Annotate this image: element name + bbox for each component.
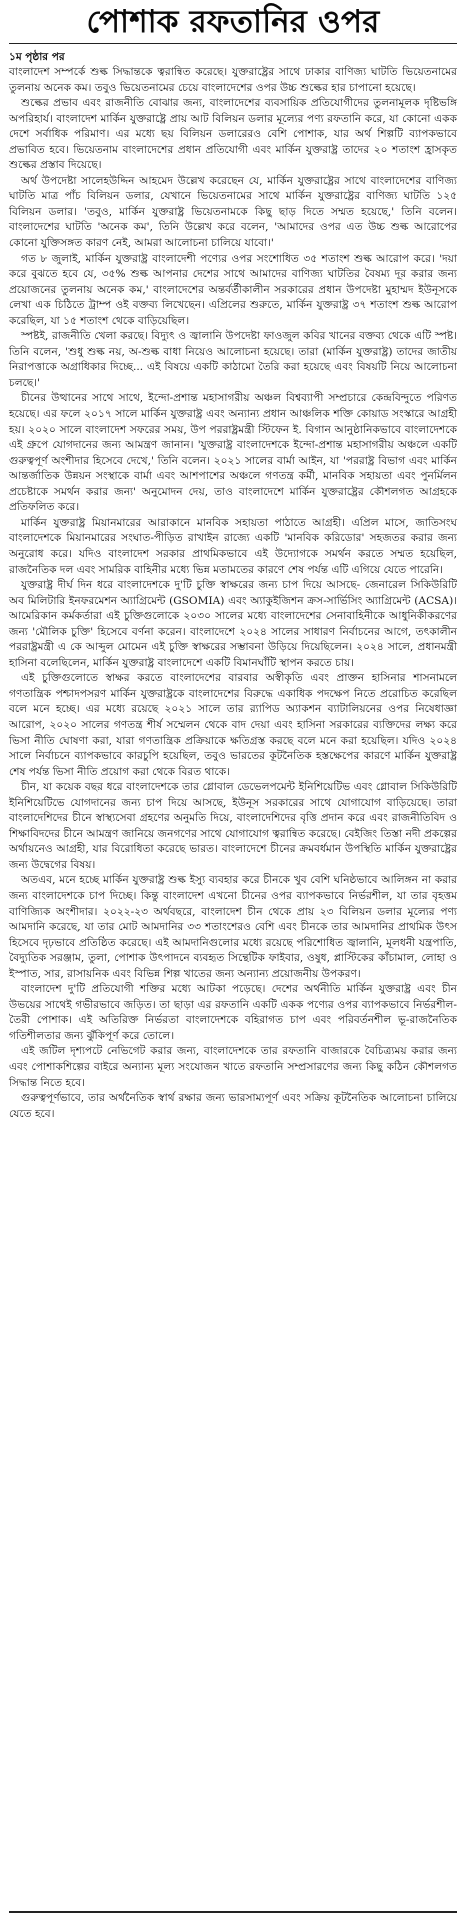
body-paragraph: চীনের উত্থানের সাথে সাথে, ইন্দো-প্রশান্ত মহাসাগরীয় অঞ্চল বিশ্বব্যাপী সম্প্রচারে কেন্দ্রবিন্দুতে পরিণত হয়েছে। এর ফলে ২০১৭ সালে মার্কিন যুক্তরাষ্ট্র এবং অন্যান্য প্রধান আঞ্চলিক শক্তি কোয়াড সংস্কারে আগ্রহী হয়। ২০২০ সালে বাংলাদেশ সফরের সময়, উপ পররাষ্ট্রমন্ত্রী স্টিফেন ই. বিগান আনুষ্ঠানিকভাবে বাংলাদেশকে এই গ্রুপে যোগদানের জন্য আমন্ত্রণ জানান। 'যুক্তরাষ্ট্র বাংলাদেশকে ইন্দো-প্রশান্ত মহাসাগরীয় অঞ্চলে একটি গুরুত্বপূর্ণ অংশীদার হিসেবে দেখে,' তিনি বলেন। ২০২১ সালের বার্মা আইন, যা 'পররাষ্ট্র বিভাগ এবং মার্কিন আন্তর্জাতিক উন্নয়ন সংস্থাকে বার্মা এবং আশপাশের অঞ্চলে গণতন্ত্র কর্মী, মানবিক সহায়তা এবং পুনর্মিলন প্রচেষ্টাকে সমর্থন করার জন্য' অনুমোদন দেয়, তাও বাংলাদেশে মার্কিন যুক্তরাষ্ট্রের কৌশলগত আগ্রহকে প্রতিফলিত করে।	[9, 392, 457, 514]
article-body	[9, 65, 457, 1122]
body-paragraph: অতএব, মনে হচ্ছে মার্কিন যুক্তরাষ্ট্র শুল্ক ইস্যু ব্যবহার করে চীনকে খুব বেশি ঘনিষ্ঠভাবে আলিঙ্গন না করার জন্য বাংলাদেশকে চাপ দিচ্ছে। কিন্তু বাংলাদেশ এখনো চীনের ওপর ব্যাপকভাবে নির্ভরশীল, যা তার বৃহত্তম বাণিজ্যিক অংশীদার। ২০২২-২৩ অর্থবছরে, বাংলাদেশ চীন থেকে প্রায় ২৩ বিলিয়ন ডলার মূল্যের পণ্য আমদানি করেছে, যা তার মোট আমদানির ৩৩ শতাংশেরও বেশি এবং চীনকে তার আমদানির প্রাথমিক উৎস হিসেবে দৃঢ়ভাবে প্রতিষ্ঠিত করেছে। এই আমদানিগুলোর মধ্যে রয়েছে পরিশোধিত জ্বালানি, মূলধনী যন্ত্রপাতি, বৈদ্যুতিক সরঞ্জাম, তুলা, পোশাক উৎপাদনে ব্যবহৃত সিন্থেটিক ফাইবার, ওষুধ, প্লাস্টিকের কাঁচামাল, লোহা ও ইস্পাত, সার, রাসায়নিক এবং বিভিন্ন শিল্প খাতের জন্য অন্যান্য প্রয়োজনীয় উপকরণ।	[9, 874, 457, 980]
body-paragraph: শুল্কের প্রভাব এবং রাজনীতি বোঝার জন্য, বাংলাদেশের ব্যবসায়িক প্রতিযোগীদের তুলনামূলক দৃষ্টিভঙ্গি অপরিহার্য। বাংলাদেশ মার্কিন যুক্তরাষ্ট্রে প্রায় আট বিলিয়ন ডলার মূল্যের পণ্য রফতানি করে, যা কোনো একক দেশে সর্বাধিক পরিমাণ। এর মধ্যে ছয় বিলিয়ন ডলারেরও বেশি পোশাক, যার অর্থ শিল্পটি ব্যাপকভাবে প্রভাবিত হবে। ভিয়েতনাম বাংলাদেশের প্রধান প্রতিযোগী এবং মার্কিন যুক্তরাষ্ট্র তাদের ২০ শতাংশ হ্রাসকৃত শুল্কের প্রস্তাব দিয়েছে।	[9, 97, 457, 172]
article-headline: পোশাক রফতানির ওপর	[9, 4, 457, 44]
continued-from-label: ১ম পৃষ্ঠার পর	[9, 51, 65, 63]
body-paragraph: যুক্তরাষ্ট্র দীর্ঘ দিন ধরে বাংলাদেশকে দু'টি চুক্তি স্বাক্ষরের জন্য চাপ দিয়ে আসছে- জেনারেল সিকিউরিটি অব মিলিটারি ইনফরমেশন অ্যাগ্রিমেন্ট (GSOMIA) এবং অ্যাকুইজিশন ক্রস-সার্ভিসিং অ্যাগ্রিমেন্ট (ACSA)। আমেরিকান কর্মকর্তারা এই চুক্তিগুলোকে ২০৩০ সালের মধ্যে বাংলাদেশের সেনাবাহিনীকে আধুনিকীকরণের জন্য 'মৌলিক চুক্তি' হিসেবে বর্ণনা করেন। বাংলাদেশে ২০২৪ সালের সাধারণ নির্বাচনের আগে, তৎকালীন পররাষ্ট্রমন্ত্রী এ কে আব্দুল মোমেন এই চুক্তি স্বাক্ষরের সম্ভাবনা উড়িয়ে দিয়েছিলেন। ২০২৪ সালে, প্রধানমন্ত্রী হাসিনা বলেছিলেন, মার্কিন যুক্তরাষ্ট্র বাংলাদেশে একটি বিমানঘাঁটি স্থাপন করতে চায়।	[9, 579, 457, 669]
body-paragraph: স্পষ্টই, রাজনীতি খেলা করছে। বিদ্যুৎ ও জ্বালানি উপদেষ্টা ফাওজুল কবির খানের বক্তব্য থেকে এটি স্পষ্ট। তিনি বলেন, 'শুধু শুল্ক নয়, অ-শুল্ক বাধা নিয়েও আলোচনা হয়েছে। তারা (মার্কিন যুক্তরাষ্ট্র) তাদের জাতীয় নিরাপত্তাকে অগ্রাধিকার দিচ্ছে... এই বিষয়ে একটি কাঠামো তৈরি করা হয়েছে এবং বিষয়টি নিয়ে আলোচনা চলছে।'	[9, 330, 457, 389]
body-paragraph: গত ৮ জুলাই, মার্কিন যুক্তরাষ্ট্র বাংলাদেশী পণ্যের ওপর সংশোধিত ৩৫ শতাংশ শুল্ক আরোপ করে। 'দয়া করে বুঝতে হবে যে, ৩৫% শুল্ক আপনার দেশের সাথে আমাদের বাণিজ্য ঘাটতির বৈষম্য দূর করার জন্য প্রয়োজনের তুলনায় অনেক কম,' বাংলাদেশের অন্তর্বর্তীকালীন সরকারের প্রধান উপদেষ্টা মুহাম্মদ ইউনূসকে লেখা এক চিঠিতে ট্রাম্প ওই বক্তব্য লিখেছেন। এপ্রিলের শুরুতে, মার্কিন যুক্তরাষ্ট্র ৩৭ শতাংশ শুল্ক আরোপ করেছিল, যা ১৫ শতাংশ থেকে বাড়িয়েছিল।	[9, 252, 457, 327]
body-paragraph: বাংলাদেশ দু'টি প্রতিযোগী শক্তির মধ্যে আটকা পড়েছে। দেশের অর্থনীতি মার্কিন যুক্তরাষ্ট্র এবং চীন উভয়ের সাথেই গভীরভাবে জড়িত। তা ছাড়া এর রফতানি একটি একক পণ্যের ওপর ব্যাপকভাবে নির্ভরশীল- তৈরী পোশাক। এই অতিরিক্ত নির্ভরতা বাংলাদেশকে বহিরাগত চাপ এবং পরিবর্তনশীল ভূ-রাজনৈতিক গতিশীলতার জন্য ঝুঁকিপূর্ণ করে তোলে।	[9, 983, 457, 1042]
body-paragraph: বাংলাদেশ সম্পর্কে শুল্ক সিদ্ধান্তকে ত্বরান্বিত করেছে। যুক্তরাষ্ট্রের সাথে ঢাকার বাণিজ্য ঘাটতি ভিয়েতনামের তুলনায় অনেক কম। তবুও ভিয়েতনামের চেয়ে বাংলাদেশের ওপর উচ্চ শুল্কের হার চাপানো হয়েছে।	[9, 66, 457, 94]
body-paragraph: মার্কিন যুক্তরাষ্ট্র মিয়ানমারের আরাকানে মানবিক সহায়তা পাঠাতে আগ্রহী। এপ্রিল মাসে, জাতিসংঘ বাংলাদেশকে মিয়ানমারের সংঘাত-পীড়িত রাখাইন রাজ্যে একটি 'মানবিক করিডোর' সহজতর করার জন্য অনুরোধ করে। যদিও বাংলাদেশ সরকার প্রাথমিকভাবে এই উদ্যোগকে সমর্থন করতে সম্মত হয়েছিল, রাজনৈতিক দল এবং সামরিক বাহিনীর মধ্যে ভিন্ন মতামতের কারণে শেষ পর্যন্ত এটি এগিয়ে যেতে পারেনি।	[9, 516, 457, 576]
body-paragraph: গুরুত্বপূর্ণভাবে, তার অর্থনৈতিক স্বার্থ রক্ষার জন্য ভারসাম্যপূর্ণ এবং সক্রিয় কূটনৈতিক আলোচনা চালিয়ে যেতে হবে।	[9, 1092, 457, 1120]
bottom-divider	[9, 1911, 457, 1913]
body-paragraph: চীন, যা কয়েক বছর ধরে বাংলাদেশকে তার গ্লোবাল ডেভেলপমেন্ট ইনিশিয়েটিভ এবং গ্লোবাল সিকিউরিটি ইনিশিয়েটিভে যোগদানের জন্য চাপ দিয়ে আসছে, ইউনূস সরকারের সাথে যোগাযোগ বাড়িয়েছে। তারা বাংলাদেশিদের চীনে স্বাস্থ্যসেবা গ্রহণের অনুমতি দিয়ে, বাংলাদেশিদের বৃত্তি প্রদান করে এবং রাজনীতিবিদ ও শিক্ষাবিদদের চীনে আমন্ত্রণ জানিয়ে জনগণের সাথে যোগাযোগ ত্বরান্বিত করেছে। বেইজিং তিস্তা নদী প্রকল্পের অর্থায়নেও আগ্রহী, যার বিরোধিতা করেছে ভারত। বাংলাদেশে চীনের ক্রমবর্ধমান উপস্থিতি মার্কিন যুক্তরাষ্ট্রের জন্য উদ্বেগের বিষয়।	[9, 781, 457, 871]
body-paragraph: এই জটিল দৃশ্যপটে নেভিগেট করার জন্য, বাংলাদেশকে তার রফতানি বাজারকে বৈচিত্র্যময় করার জন্য এবং পোশাকশিল্পের বাইরে অন্যান্য মূল্য সংযোজন খাতে রফতানি সম্প্রসারণের জন্য কিছু কঠিন কৌশলগত সিদ্ধান্ত নিতে হবে।	[9, 1045, 457, 1089]
body-paragraph: অর্থ উপদেষ্টা সালেহউদ্দিন আহমেদ উল্লেখ করেছেন যে, মার্কিন যুক্তরাষ্ট্রের সাথে বাংলাদেশের বাণিজ্য ঘাটতি মাত্র পাঁচ বিলিয়ন ডলার, যেখানে ভিয়েতনামের সাথে মার্কিন যুক্তরাষ্ট্রের বাণিজ্য ঘাটতি ১২৫ বিলিয়ন ডলার। 'তবুও, মার্কিন যুক্তরাষ্ট্র ভিয়েতনামকে কিছু ছাড় দিতে সম্মত হয়েছে,' তিনি বলেন। বাংলাদেশের ঘাটতি 'অনেক কম', তিনি উল্লেখ করে বলেন, 'আমাদের ওপর এত উচ্চ শুল্ক আরোপের কোনো যুক্তিসঙ্গত কারণ নেই, আমরা আলোচনা চালিয়ে যাবো।'	[9, 174, 457, 250]
body-paragraph: এই চুক্তিগুলোতে স্বাক্ষর করতে বাংলাদেশের বারবার অস্বীকৃতি এবং প্রাক্তন হাসিনার শাসনামলে গণতান্ত্রিক পশ্চাদপসরণ মার্কিন যুক্তরাষ্ট্রকে বাংলাদেশের বিরুদ্ধে একাধিক পদক্ষেপ নিতে প্ররোচিত করেছিল বলে মনে হচ্ছে। এর মধ্যে রয়েছে ২০২১ সালে তার র‌্যাপিড অ্যাকশন ব্যাটালিয়নের ওপর নিষেধাজ্ঞা আরোপ, ২০২০ সালের গণতন্ত্র শীর্ষ সম্মেলন থেকে বাদ দেয়া এবং হাসিনা সরকারের ব্যক্তিদের লক্ষ্য করে ভিসা নীতি ঘোষণা করা, যারা গণতান্ত্রিক প্রক্রিয়াকে ক্ষতিগ্রস্ত করছে বলে মনে করা হয়েছিল। যদিও ২০২৪ সালে নির্বাচনে ব্যাপকভাবে কারচুপি হয়েছিল, তবুও ভারতের কূটনৈতিক হস্তক্ষেপের কারণে মার্কিন যুক্তরাষ্ট্র শেষ পর্যন্ত ভিসা নীতি প্রয়োগ করা থেকে বিরত থাকে।	[9, 672, 457, 778]
